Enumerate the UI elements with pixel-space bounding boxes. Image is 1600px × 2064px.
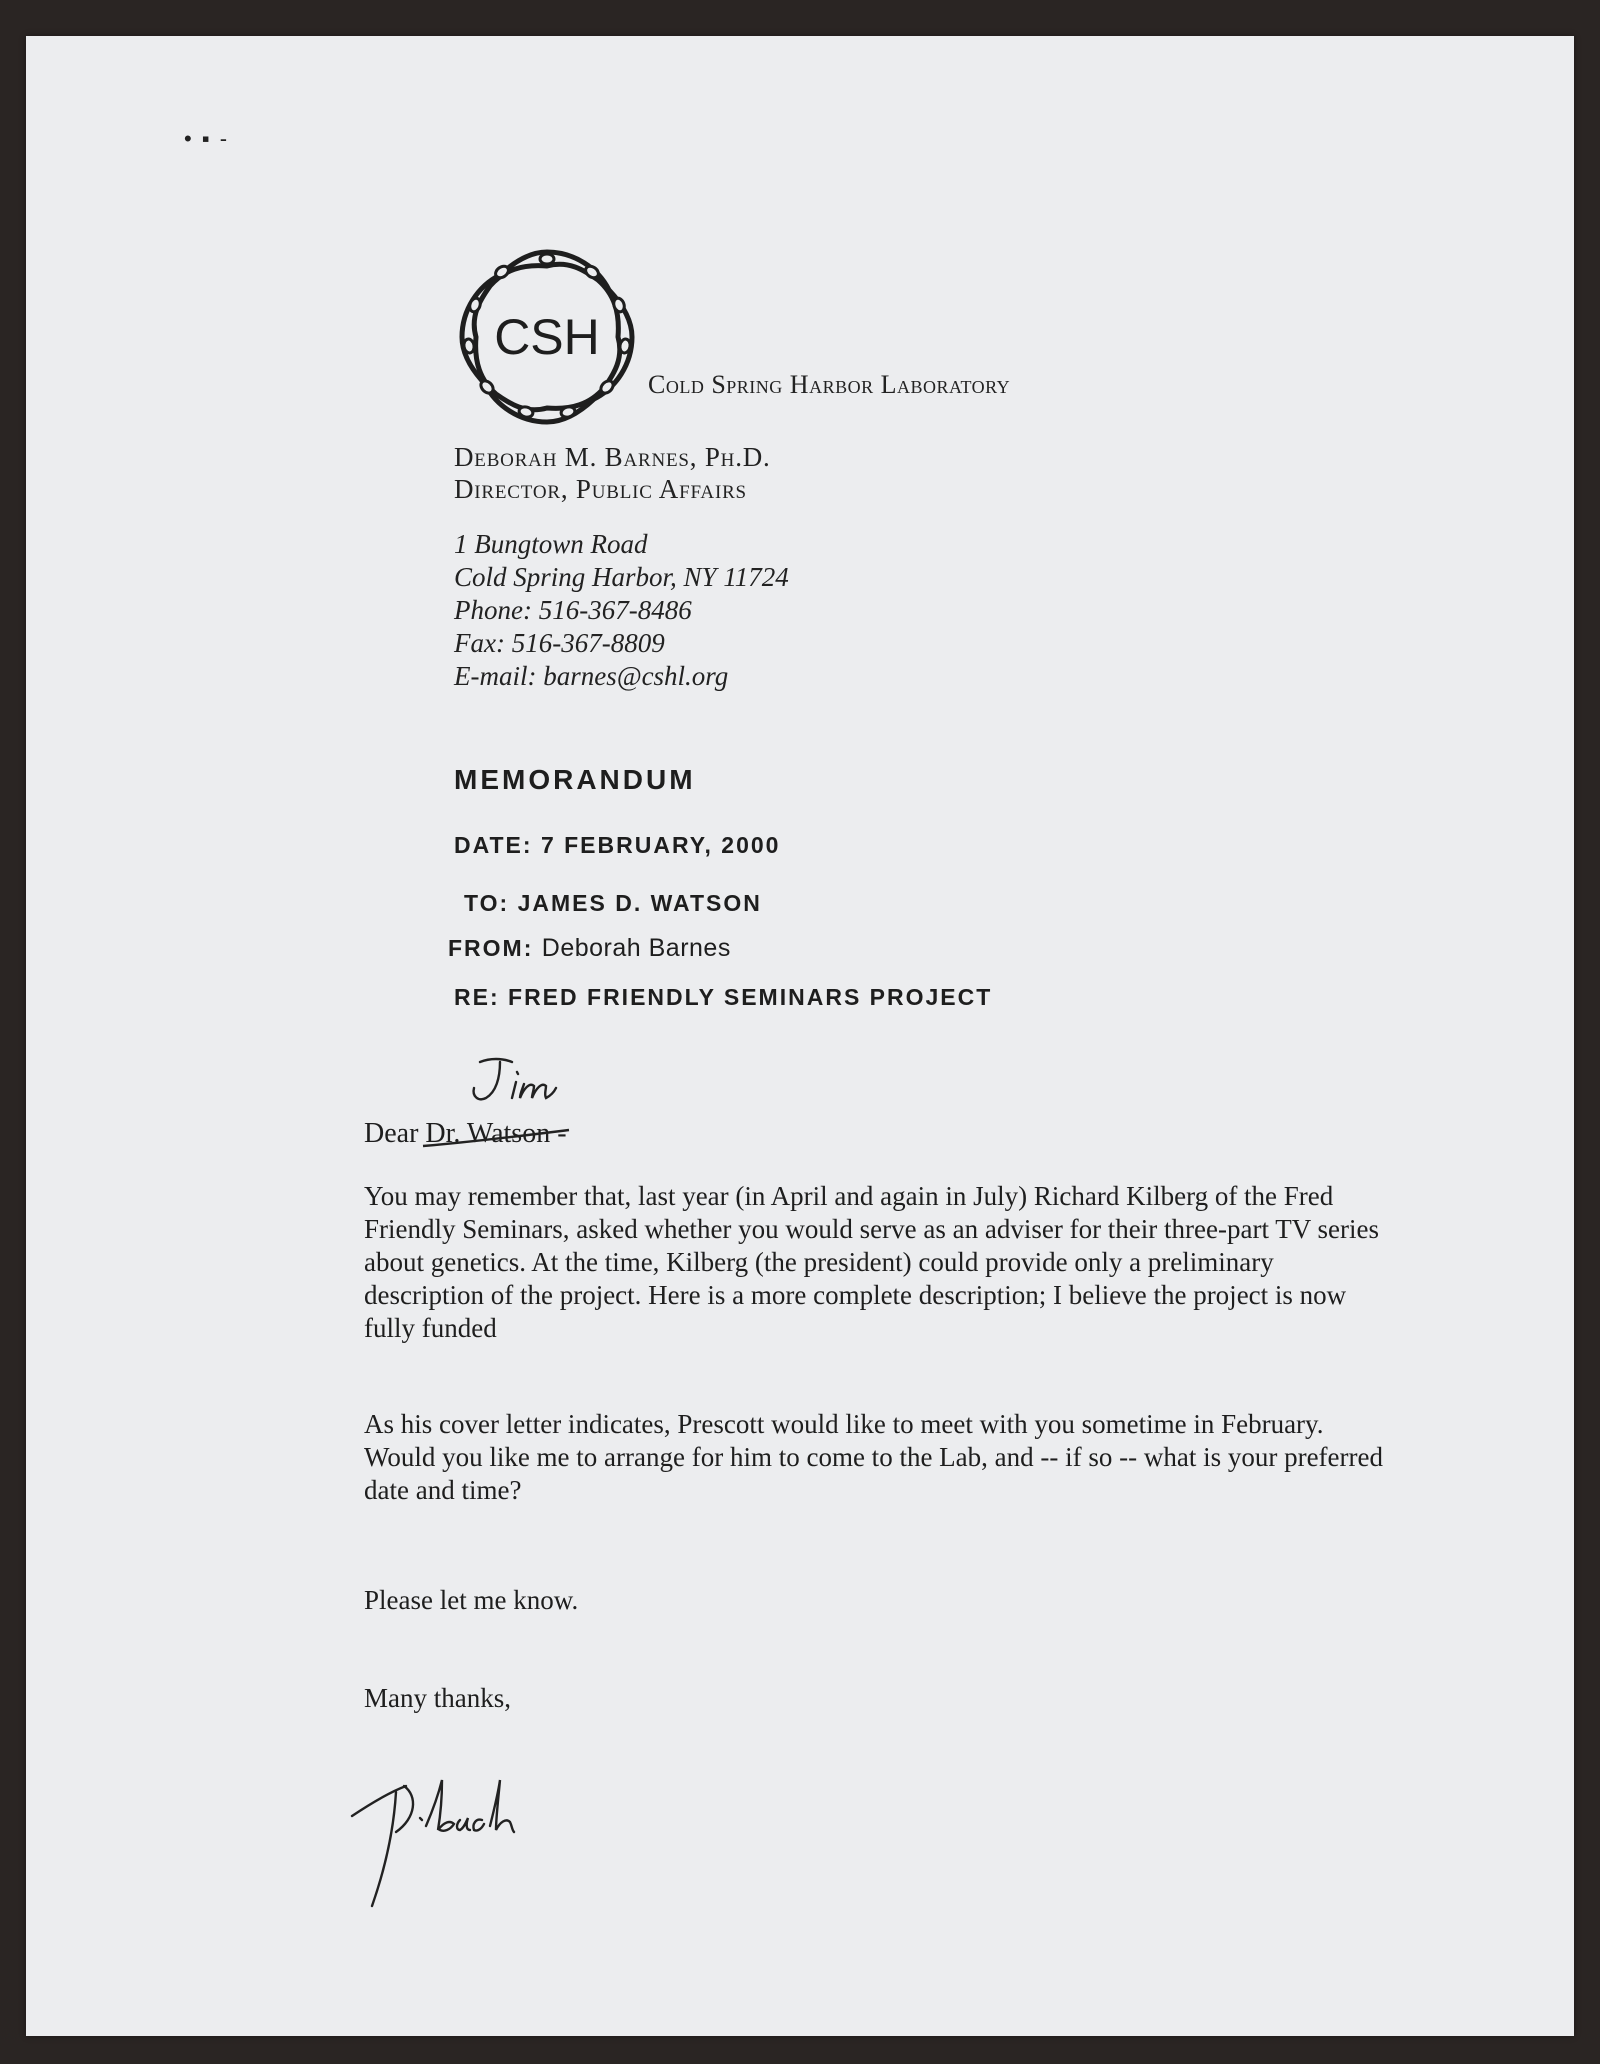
sender-title: Director, Public Affairs [454,474,747,504]
struck-name [425,1118,550,1149]
struck-name-text: Dr. Watson [425,1118,551,1149]
from-value: Deborah Barnes [541,934,731,962]
logo-text: CSH [494,309,600,365]
address-line-2: Cold Spring Harbor, NY 11724 [454,562,789,592]
date-value: 7 FEBRUARY, 2000 [540,832,781,858]
memo-title: MEMORANDUM [454,764,696,795]
memo-date [454,832,780,859]
address-line-1: 1 Bungtown Road [454,529,648,559]
strike-through-line [421,1128,571,1148]
closing: Many thanks, [364,1683,511,1713]
memo-re [454,984,992,1011]
to-label: TO: [464,890,510,916]
from-label: FROM: [448,935,534,961]
salutation [364,1118,567,1150]
date-label: DATE: [454,832,533,858]
organization-name: Cold Spring Harbor Laboratory [648,370,1011,399]
phone: Phone: 516-367-8486 [454,595,692,625]
stray-marks: • ▪ - [184,126,230,151]
email: E-mail: barnes@cshl.org [454,661,729,691]
handwritten-jim [466,1054,586,1124]
handwritten-signature [346,1766,546,1911]
paragraph-1: You may remember that, last year (in April and again in July) Richard Kilberg of the Fred Friendly Seminars, asked whether you would serve as an adviser for their three-part TV series about genetics. At the time, Kilberg (the president) could provide only a preliminary description of the project. Here is a more complete description; I believe the project is now fully funded [364,1181,1379,1343]
letter-page [26,36,1574,2036]
salutation-prefix: Dear [364,1118,426,1149]
paragraph-2: As his cover letter indicates, Prescott would like to meet with you sometime in February. Would you like me to arrange for him to come to the Lab, and -- if so -- what is your preferred date and time? [364,1409,1383,1505]
re-label: RE: [454,984,500,1010]
csh-logo [456,246,638,428]
salutation-suffix: - [550,1118,567,1149]
signature-text: DBarnes [346,1766,351,1767]
memo-from [448,934,731,963]
contact-block [454,528,789,693]
re-value: FRED FRIENDLY SEMINARS PROJECT [508,984,993,1010]
sender-name: Deborah M. Barnes, Ph.D. [454,442,771,472]
paragraph-3: Please let me know. [364,1585,579,1615]
to-value: JAMES D. WATSON [517,890,762,916]
memo-to [464,890,762,917]
fax: Fax: 516-367-8809 [454,628,665,658]
